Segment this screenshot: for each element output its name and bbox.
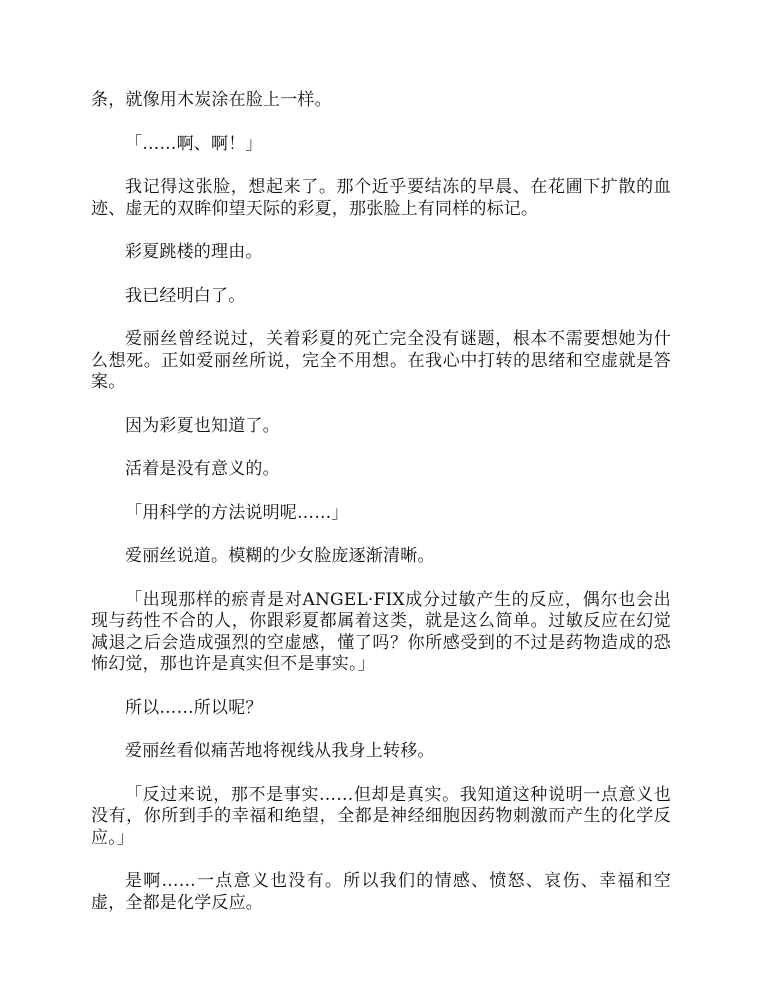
paragraph-11: 「出现那样的瘀青是对ANGEL·FIX成分过敏产生的反应，偶尔也会出现与药性不合的人，你跟彩夏都属着这类，就是这么简单。过敏反应在幻觉减退之后会造成强烈的空虚感，懂了吗？你所感受到的不过是药物造成的恐怖幻觉，那也许是真实但不是事实。」 bbox=[91, 589, 671, 674]
document-page bbox=[91, 90, 671, 936]
paragraph-15: 是啊……一点意义也没有。所以我们的情感、愤怒、哀伤、幸福和空虚，全都是化学反应。 bbox=[91, 871, 671, 913]
paragraph-8: 活着是没有意义的。 bbox=[125, 459, 280, 479]
paragraph-13: 爱丽丝看似痛苦地将视线从我身上转移。 bbox=[125, 741, 435, 761]
paragraph-2: 「……啊、啊！」 bbox=[125, 133, 263, 154]
paragraph-3: 我记得这张脸，想起来了。那个近乎要结冻的早晨、在花圃下扩散的血迹、虚无的双眸仰望天际的彩夏，那张脸上有同样的标记。 bbox=[91, 177, 671, 219]
paragraph-14: 「反过来说，那不是事实……但却是真实。我知道这种说明一点意义也没有，你所到手的幸福和绝望，全都是神经细胞因药物刺激而产生的化学反应。」 bbox=[91, 784, 671, 848]
paragraph-1: 条，就像用木炭涂在脸上一样。 bbox=[91, 90, 332, 110]
paragraph-12: 所以……所以呢？ bbox=[125, 697, 263, 718]
paragraph-7: 因为彩夏也知道了。 bbox=[125, 415, 280, 436]
paragraph-5: 我已经明白了。 bbox=[125, 285, 246, 306]
paragraph-9: 「用科学的方法说明呢……」 bbox=[125, 502, 349, 523]
paragraph-6: 爱丽丝曾经说过，关着彩夏的死亡完全没有谜题，根本不需要想她为什么想死。正如爱丽丝所说，完全不用想。在我心中打转的思绪和空虚就是答案。 bbox=[91, 329, 671, 392]
paragraph-10: 爱丽丝说道。模糊的少女脸庞逐渐清晰。 bbox=[125, 546, 435, 566]
paragraph-4: 彩夏跳楼的理由。 bbox=[125, 242, 263, 262]
